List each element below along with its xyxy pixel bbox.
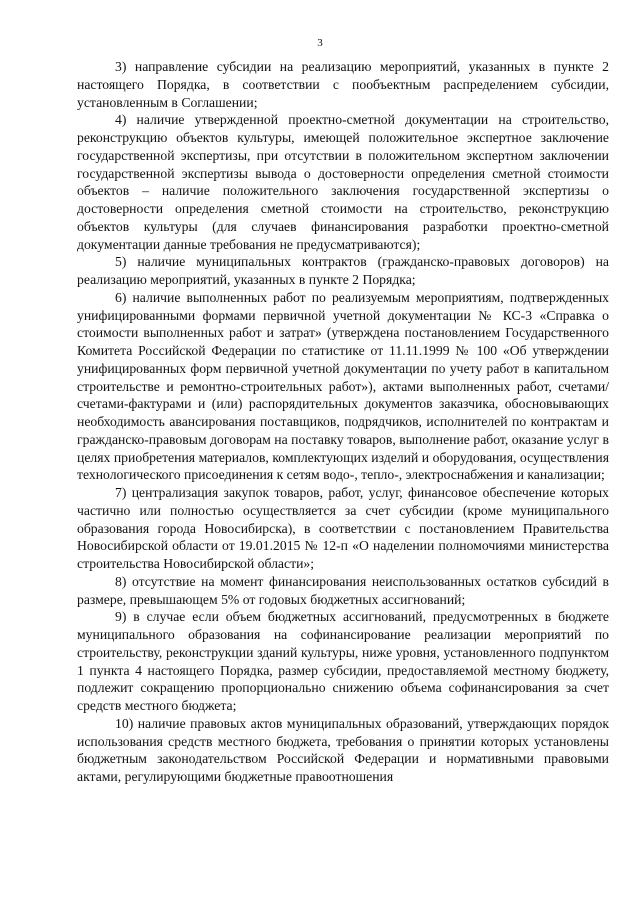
page-number: 3: [317, 37, 323, 49]
paragraph-item-8: 8) отсутствие на момент финансирования неиспользованных остатков субсидий в размере, превышающем 5% от годовых бюджетных ассигнований;: [77, 573, 609, 607]
paragraph-item-9: 9) в случае если объем бюджетных ассигнований, предусмотренных в бюджете муниципального образования на софинансирование реализации мероприятий по строительству, реконструкции зданий культуры, ниже уровня, установленного подпунктом 1 пункта 4 настоящего Порядка, размер субсидии, предоставляемой местному бюджету, подлежит сокращению пропорционально снижению объема софинансирования за счет средств местного бюджета;: [77, 609, 609, 713]
paragraph-item-4: 4) наличие утвержденной проектно-сметной документации на строительство, реконструкцию объектов культуры, имеющей положительное экспертное заключение государственной экспертизы, при отсутствии в положительном экспертном заключении государственной экспертизы вывода о достоверности определения сметной стоимости объектов – наличие положительного заключения государственной экспертизы о достоверности определения сметной стоимости на строительство, реконструкцию объектов культуры (для случаев финансирования разработки проектно-сметной документации данные требования не предусматриваются);: [77, 112, 609, 252]
paragraph-item-7: 7) централизация закупок товаров, работ, услуг, финансовое обеспечение которых частично или полностью осуществляется за счет субсидии (кроме муниципального образования города Новосибирска), в соответствии с постановлением Правительства Новосибирской области от 19.01.2015 № 12-п «О наделении полномочиями министерства строительства Новосибирской области»;: [77, 485, 609, 571]
paragraph-item-3: 3) направление субсидии на реализацию мероприятий, указанных в пункте 2 настоящего Порядка, в соответствии с пообъектным распределением субсидии, установленным в Соглашении;: [77, 59, 609, 110]
paragraph-item-10: 10) наличие правовых актов муниципальных образований, утверждающих порядок использования средств местного бюджета, требования о принятии которых установлены бюджетным законодательством Российской Федерации и нормативными правовыми актами, регулирующими бюджетные правоотношения: [77, 715, 609, 784]
paragraph-item-6: 6) наличие выполненных работ по реализуемым мероприятиям, подтвержденных унифицированными формами первичной учетной документации № КС-3 «Справка о стоимости выполненных работ и затрат» (утверждена постановлением Государственного Комитета Российской Федерации по статистике от 11.11.1999 № 100 «Об утверждении унифицированных форм первичной учетной документации по учету работ в капитальном строительстве и ремонтно-строительных работ»), актами выполненных работ, счетами/счетами-фактурами и (или) распорядительных документов заказчика, обосновывающих необходимость авансирования поставщиков, подрядчиков, исполнителей по контрактам и гражданско-правовым договорам на поставку товаров, выполнение работ, оказание услуг в целях приобретения материалов, комплектующих изделий и оборудования, осуществления технологического присоединения к сетям водо-, тепло-, электроснабжения и канализации;: [77, 289, 609, 483]
paragraph-item-5: 5) наличие муниципальных контрактов (гражданско-правовых договоров) на реализацию мероприятий, указанных в пункте 2 Порядка;: [77, 254, 609, 287]
document-body: [77, 58, 609, 786]
